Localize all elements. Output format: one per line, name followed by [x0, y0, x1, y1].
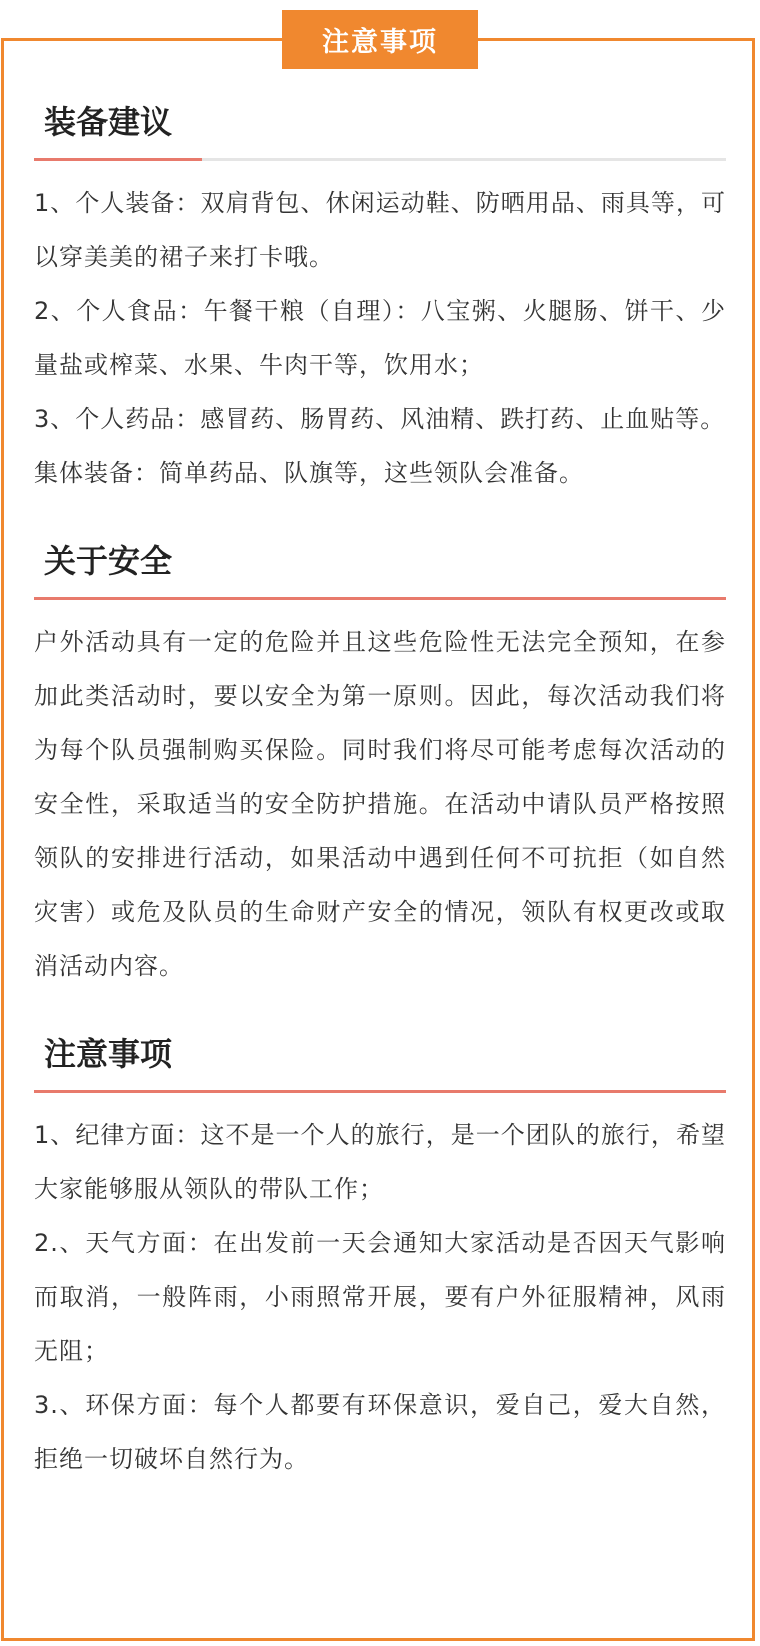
section-safety	[34, 539, 726, 993]
section-title-safety: 关于安全	[44, 542, 173, 580]
paragraph: 2.、天气方面：在出发前一天会通知大家活动是否因天气影响而取消，一般阵雨，小雨照常开展，要有户外征服精神，风雨无阻；	[34, 1229, 726, 1365]
section-body	[34, 1108, 726, 1486]
header-badge: 注意事项	[282, 10, 478, 69]
section-divider-accent	[34, 158, 202, 161]
section-title-notes: 注意事项	[44, 1035, 173, 1073]
section-divider	[34, 158, 726, 161]
section-divider	[34, 597, 726, 600]
section-divider	[34, 1090, 726, 1093]
section-notes	[34, 1032, 726, 1486]
paragraph: 1、纪律方面：这不是一个人的旅行，是一个团队的旅行，希望大家能够服从领队的带队工作；	[34, 1121, 726, 1203]
paragraph: 3、个人药品：感冒药、肠胃药、风油精、跌打药、止血贴等。	[34, 405, 726, 433]
section-equipment	[34, 100, 726, 500]
paragraph: 2、个人食品：午餐干粮（自理）：八宝粥、火腿肠、饼干、少量盐或榨菜、水果、牛肉干等，饮用水；	[34, 297, 726, 379]
paragraph: 集体装备：简单药品、队旗等，这些领队会准备。	[34, 459, 584, 487]
paragraph: 户外活动具有一定的危险并且这些危险性无法完全预知，在参加此类活动时，要以安全为第一原则。因此，每次活动我们将为每个队员强制购买保险。同时我们将尽可能考虑每次活动的安全性，采取适当的安全防护措施。在活动中请队员严格按照领队的安排进行活动，如果活动中遇到任何不可抗拒（如自然灾害）或危及队员的生命财产安全的情况，领队有权更改或取消活动内容。	[34, 628, 726, 980]
section-body	[34, 615, 726, 993]
paragraph: 3.、环保方面：每个人都要有环保意识，爱自己，爱大自然，拒绝一切破坏自然行为。	[34, 1391, 726, 1473]
section-title-equipment: 装备建议	[44, 103, 173, 141]
content-area	[34, 80, 726, 1486]
section-body	[34, 176, 726, 500]
paragraph: 1、个人装备：双肩背包、休闲运动鞋、防晒用品、雨具等，可以穿美美的裙子来打卡哦。	[34, 189, 726, 271]
